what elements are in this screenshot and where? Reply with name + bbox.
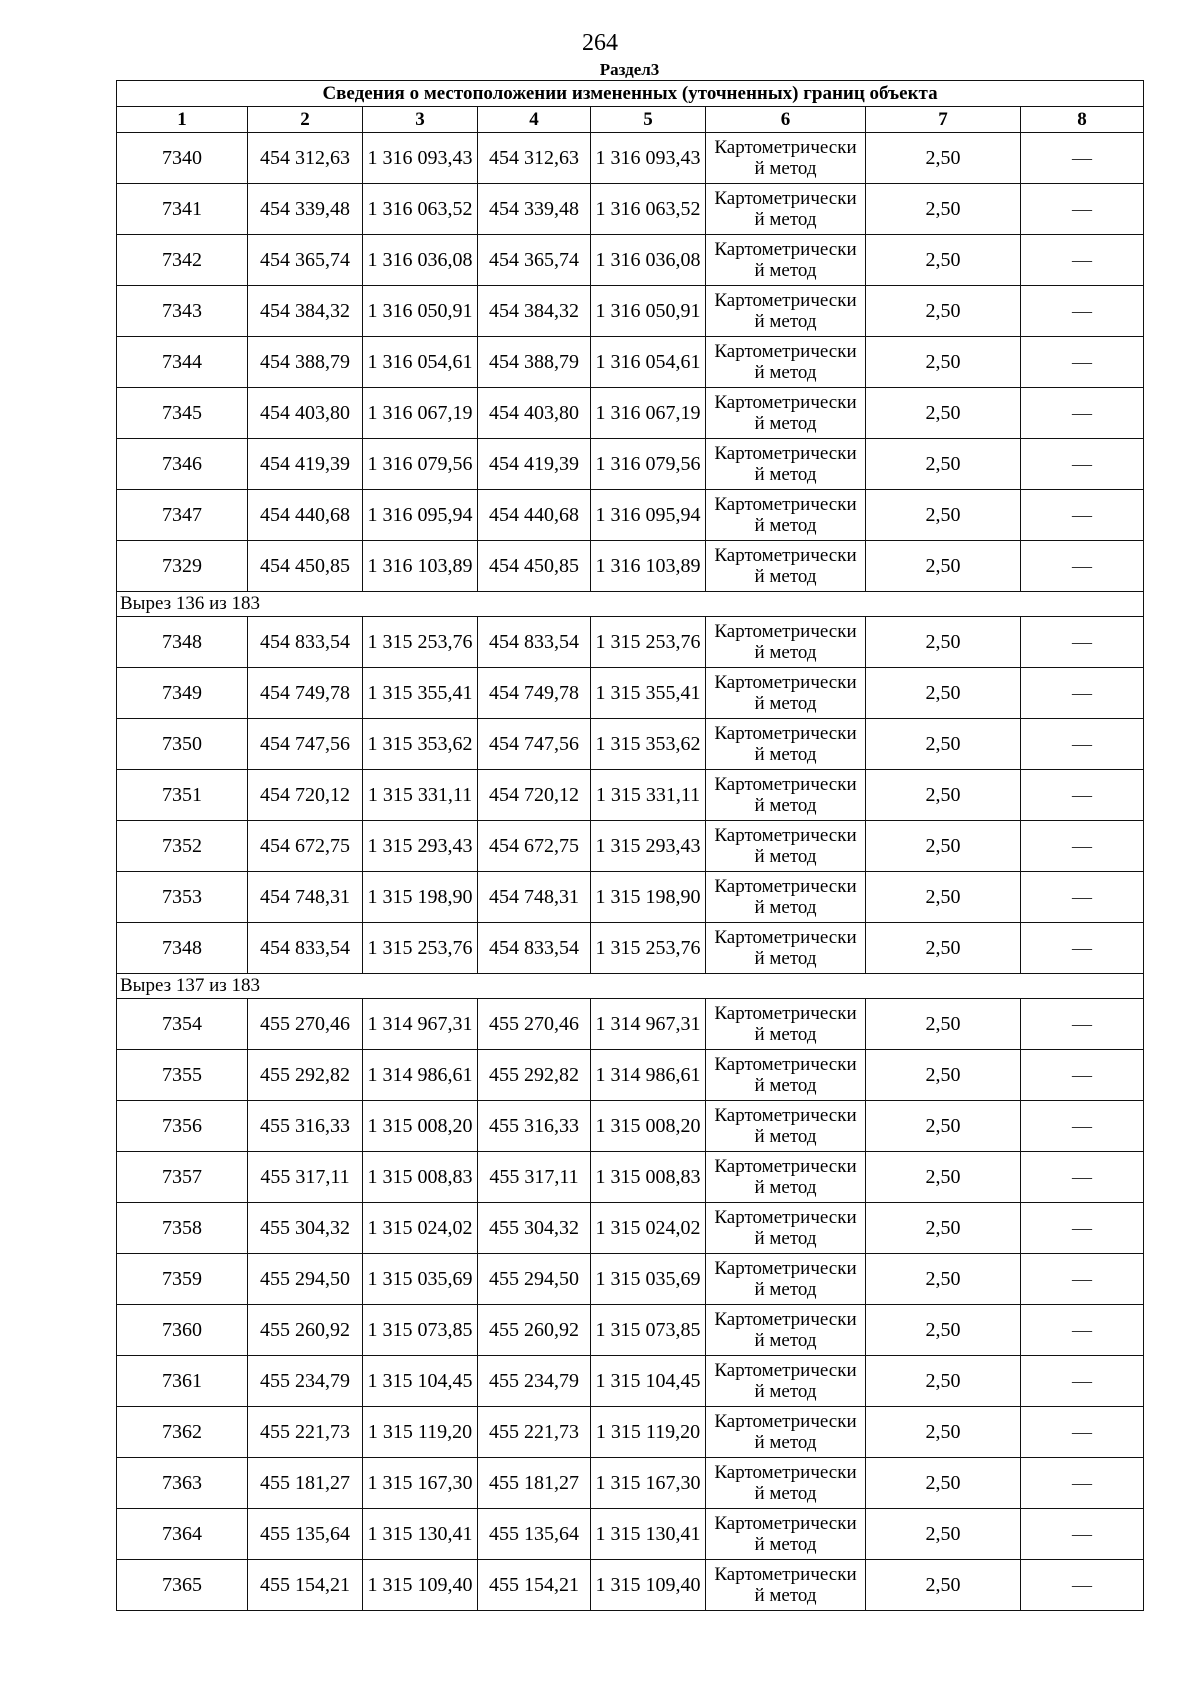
precision-cell: 2,50 <box>866 133 1021 184</box>
x-new-cell: 455 154,21 <box>478 1560 591 1611</box>
x-new-cell: 454 339,48 <box>478 184 591 235</box>
table-row <box>117 286 1144 337</box>
y-existing-cell: 1 315 253,76 <box>363 923 478 974</box>
y-new-cell: 1 315 253,76 <box>591 923 706 974</box>
precision-cell: 2,50 <box>866 668 1021 719</box>
point-id-cell: 7348 <box>117 923 248 974</box>
column-number: 7 <box>866 107 1021 133</box>
x-existing-cell: 455 260,92 <box>248 1305 363 1356</box>
description-cell: — <box>1021 1050 1144 1101</box>
method-cell: Картометрически й метод <box>706 184 866 235</box>
precision-cell: 2,50 <box>866 337 1021 388</box>
x-existing-cell: 455 292,82 <box>248 1050 363 1101</box>
description-cell: — <box>1021 235 1144 286</box>
y-new-cell: 1 315 253,76 <box>591 617 706 668</box>
point-id-cell: 7353 <box>117 872 248 923</box>
y-existing-cell: 1 315 198,90 <box>363 872 478 923</box>
method-cell: Картометрически й метод <box>706 719 866 770</box>
description-cell: — <box>1021 541 1144 592</box>
table-row <box>117 133 1144 184</box>
method-cell: Картометрически й метод <box>706 872 866 923</box>
y-existing-cell: 1 315 024,02 <box>363 1203 478 1254</box>
x-existing-cell: 455 154,21 <box>248 1560 363 1611</box>
y-existing-cell: 1 316 079,56 <box>363 439 478 490</box>
y-existing-cell: 1 315 119,20 <box>363 1407 478 1458</box>
precision-cell: 2,50 <box>866 1203 1021 1254</box>
y-existing-cell: 1 315 008,20 <box>363 1101 478 1152</box>
method-cell: Картометрически й метод <box>706 617 866 668</box>
point-id-cell: 7341 <box>117 184 248 235</box>
y-existing-cell: 1 314 967,31 <box>363 999 478 1050</box>
x-existing-cell: 454 339,48 <box>248 184 363 235</box>
method-cell: Картометрически й метод <box>706 668 866 719</box>
method-cell: Картометрически й метод <box>706 770 866 821</box>
description-cell: — <box>1021 923 1144 974</box>
y-existing-cell: 1 315 130,41 <box>363 1509 478 1560</box>
y-new-cell: 1 315 355,41 <box>591 668 706 719</box>
point-id-cell: 7355 <box>117 1050 248 1101</box>
x-new-cell: 454 749,78 <box>478 668 591 719</box>
y-existing-cell: 1 315 008,83 <box>363 1152 478 1203</box>
method-cell: Картометрически й метод <box>706 388 866 439</box>
method-cell: Картометрически й метод <box>706 490 866 541</box>
section-label: Вырез 137 из 183 <box>117 974 1144 999</box>
x-existing-cell: 454 720,12 <box>248 770 363 821</box>
x-new-cell: 454 748,31 <box>478 872 591 923</box>
x-new-cell: 454 440,68 <box>478 490 591 541</box>
precision-cell: 2,50 <box>866 388 1021 439</box>
point-id-cell: 7358 <box>117 1203 248 1254</box>
method-cell: Картометрически й метод <box>706 1101 866 1152</box>
description-cell: — <box>1021 617 1144 668</box>
y-new-cell: 1 315 035,69 <box>591 1254 706 1305</box>
point-id-cell: 7360 <box>117 1305 248 1356</box>
point-id-cell: 7345 <box>117 388 248 439</box>
table-row <box>117 1152 1144 1203</box>
method-cell: Картометрически й метод <box>706 1560 866 1611</box>
description-cell: — <box>1021 133 1144 184</box>
x-existing-cell: 454 384,32 <box>248 286 363 337</box>
precision-cell: 2,50 <box>866 719 1021 770</box>
y-new-cell: 1 315 331,11 <box>591 770 706 821</box>
x-new-cell: 454 312,63 <box>478 133 591 184</box>
y-new-cell: 1 315 073,85 <box>591 1305 706 1356</box>
x-existing-cell: 455 304,32 <box>248 1203 363 1254</box>
x-new-cell: 455 221,73 <box>478 1407 591 1458</box>
x-new-cell: 454 747,56 <box>478 719 591 770</box>
y-new-cell: 1 315 198,90 <box>591 872 706 923</box>
method-cell: Картометрически й метод <box>706 235 866 286</box>
x-new-cell: 455 234,79 <box>478 1356 591 1407</box>
x-new-cell: 455 316,33 <box>478 1101 591 1152</box>
y-existing-cell: 1 315 253,76 <box>363 617 478 668</box>
precision-cell: 2,50 <box>866 1305 1021 1356</box>
precision-cell: 2,50 <box>866 999 1021 1050</box>
y-existing-cell: 1 315 355,41 <box>363 668 478 719</box>
point-id-cell: 7364 <box>117 1509 248 1560</box>
y-existing-cell: 1 315 331,11 <box>363 770 478 821</box>
x-existing-cell: 455 317,11 <box>248 1152 363 1203</box>
point-id-cell: 7347 <box>117 490 248 541</box>
x-new-cell: 455 304,32 <box>478 1203 591 1254</box>
x-new-cell: 455 135,64 <box>478 1509 591 1560</box>
x-existing-cell: 454 833,54 <box>248 923 363 974</box>
x-new-cell: 454 672,75 <box>478 821 591 872</box>
method-cell: Картометрически й метод <box>706 821 866 872</box>
x-new-cell: 455 260,92 <box>478 1305 591 1356</box>
method-cell: Картометрически й метод <box>706 1152 866 1203</box>
description-cell: — <box>1021 770 1144 821</box>
x-new-cell: 455 292,82 <box>478 1050 591 1101</box>
column-number: 6 <box>706 107 866 133</box>
x-new-cell: 454 720,12 <box>478 770 591 821</box>
y-new-cell: 1 316 063,52 <box>591 184 706 235</box>
y-existing-cell: 1 315 353,62 <box>363 719 478 770</box>
method-cell: Картометрически й метод <box>706 923 866 974</box>
y-existing-cell: 1 316 050,91 <box>363 286 478 337</box>
precision-cell: 2,50 <box>866 1101 1021 1152</box>
point-id-cell: 7348 <box>117 617 248 668</box>
y-existing-cell: 1 315 035,69 <box>363 1254 478 1305</box>
x-new-cell: 454 388,79 <box>478 337 591 388</box>
table-row <box>117 668 1144 719</box>
y-new-cell: 1 316 103,89 <box>591 541 706 592</box>
point-id-cell: 7342 <box>117 235 248 286</box>
x-new-cell: 455 317,11 <box>478 1152 591 1203</box>
precision-cell: 2,50 <box>866 1356 1021 1407</box>
x-existing-cell: 455 234,79 <box>248 1356 363 1407</box>
x-existing-cell: 454 749,78 <box>248 668 363 719</box>
x-existing-cell: 454 450,85 <box>248 541 363 592</box>
y-new-cell: 1 314 986,61 <box>591 1050 706 1101</box>
x-existing-cell: 454 747,56 <box>248 719 363 770</box>
x-new-cell: 454 833,54 <box>478 617 591 668</box>
point-id-cell: 7365 <box>117 1560 248 1611</box>
y-new-cell: 1 315 130,41 <box>591 1509 706 1560</box>
x-new-cell: 454 384,32 <box>478 286 591 337</box>
point-id-cell: 7346 <box>117 439 248 490</box>
description-cell: — <box>1021 1101 1144 1152</box>
point-id-cell: 7344 <box>117 337 248 388</box>
y-existing-cell: 1 316 067,19 <box>363 388 478 439</box>
page-number: 264 <box>582 30 618 56</box>
table-row <box>117 1560 1144 1611</box>
y-new-cell: 1 315 119,20 <box>591 1407 706 1458</box>
column-number: 2 <box>248 107 363 133</box>
column-number: 5 <box>591 107 706 133</box>
description-cell: — <box>1021 1203 1144 1254</box>
column-number: 4 <box>478 107 591 133</box>
method-cell: Картометрически й метод <box>706 1509 866 1560</box>
x-existing-cell: 455 294,50 <box>248 1254 363 1305</box>
description-cell: — <box>1021 1560 1144 1611</box>
table-title: Сведения о местоположении измененных (уточненных) границ объекта <box>117 81 1144 107</box>
table-row <box>117 490 1144 541</box>
y-new-cell: 1 316 067,19 <box>591 388 706 439</box>
y-new-cell: 1 315 024,02 <box>591 1203 706 1254</box>
y-existing-cell: 1 316 063,52 <box>363 184 478 235</box>
y-new-cell: 1 315 104,45 <box>591 1356 706 1407</box>
x-existing-cell: 454 833,54 <box>248 617 363 668</box>
table-row <box>117 541 1144 592</box>
description-cell: — <box>1021 1305 1144 1356</box>
precision-cell: 2,50 <box>866 439 1021 490</box>
column-number: 3 <box>363 107 478 133</box>
description-cell: — <box>1021 1152 1144 1203</box>
precision-cell: 2,50 <box>866 821 1021 872</box>
table-row <box>117 1305 1144 1356</box>
point-id-cell: 7356 <box>117 1101 248 1152</box>
description-cell: — <box>1021 286 1144 337</box>
y-existing-cell: 1 314 986,61 <box>363 1050 478 1101</box>
x-new-cell: 454 365,74 <box>478 235 591 286</box>
description-cell: — <box>1021 490 1144 541</box>
point-id-cell: 7354 <box>117 999 248 1050</box>
precision-cell: 2,50 <box>866 541 1021 592</box>
point-id-cell: 7340 <box>117 133 248 184</box>
y-existing-cell: 1 315 104,45 <box>363 1356 478 1407</box>
x-existing-cell: 454 440,68 <box>248 490 363 541</box>
y-new-cell: 1 315 167,30 <box>591 1458 706 1509</box>
table-row <box>117 1101 1144 1152</box>
table-row <box>117 770 1144 821</box>
y-existing-cell: 1 315 167,30 <box>363 1458 478 1509</box>
description-cell: — <box>1021 999 1144 1050</box>
x-existing-cell: 454 419,39 <box>248 439 363 490</box>
column-number: 8 <box>1021 107 1144 133</box>
description-cell: — <box>1021 1254 1144 1305</box>
y-new-cell: 1 315 008,20 <box>591 1101 706 1152</box>
table-row <box>117 439 1144 490</box>
table-title-row <box>117 81 1144 107</box>
description-cell: — <box>1021 719 1144 770</box>
table-row <box>117 821 1144 872</box>
y-existing-cell: 1 316 036,08 <box>363 235 478 286</box>
table-row <box>117 617 1144 668</box>
method-cell: Картометрически й метод <box>706 1356 866 1407</box>
x-new-cell: 454 419,39 <box>478 439 591 490</box>
table-row <box>117 923 1144 974</box>
coordinates-table <box>116 80 1144 1611</box>
section-label: Вырез 136 из 183 <box>117 592 1144 617</box>
y-new-cell: 1 316 093,43 <box>591 133 706 184</box>
description-cell: — <box>1021 821 1144 872</box>
description-cell: — <box>1021 1458 1144 1509</box>
method-cell: Картометрически й метод <box>706 439 866 490</box>
method-cell: Картометрически й метод <box>706 999 866 1050</box>
method-cell: Картометрически й метод <box>706 337 866 388</box>
y-new-cell: 1 316 054,61 <box>591 337 706 388</box>
table-row <box>117 719 1144 770</box>
x-new-cell: 455 294,50 <box>478 1254 591 1305</box>
x-existing-cell: 454 672,75 <box>248 821 363 872</box>
description-cell: — <box>1021 1356 1144 1407</box>
y-existing-cell: 1 316 054,61 <box>363 337 478 388</box>
description-cell: — <box>1021 337 1144 388</box>
x-existing-cell: 454 748,31 <box>248 872 363 923</box>
x-existing-cell: 454 403,80 <box>248 388 363 439</box>
y-existing-cell: 1 316 103,89 <box>363 541 478 592</box>
table-row <box>117 999 1144 1050</box>
x-existing-cell: 455 270,46 <box>248 999 363 1050</box>
x-new-cell: 454 833,54 <box>478 923 591 974</box>
x-new-cell: 454 403,80 <box>478 388 591 439</box>
method-cell: Картометрически й метод <box>706 133 866 184</box>
table-row <box>117 337 1144 388</box>
y-new-cell: 1 315 109,40 <box>591 1560 706 1611</box>
point-id-cell: 7361 <box>117 1356 248 1407</box>
description-cell: — <box>1021 1509 1144 1560</box>
table-row <box>117 872 1144 923</box>
section-row <box>117 974 1144 999</box>
y-new-cell: 1 315 293,43 <box>591 821 706 872</box>
point-id-cell: 7343 <box>117 286 248 337</box>
x-new-cell: 455 270,46 <box>478 999 591 1050</box>
description-cell: — <box>1021 388 1144 439</box>
description-cell: — <box>1021 439 1144 490</box>
point-id-cell: 7359 <box>117 1254 248 1305</box>
x-existing-cell: 454 312,63 <box>248 133 363 184</box>
x-existing-cell: 454 388,79 <box>248 337 363 388</box>
precision-cell: 2,50 <box>866 872 1021 923</box>
y-new-cell: 1 316 036,08 <box>591 235 706 286</box>
point-id-cell: 7357 <box>117 1152 248 1203</box>
point-id-cell: 7362 <box>117 1407 248 1458</box>
point-id-cell: 7349 <box>117 668 248 719</box>
table-row <box>117 235 1144 286</box>
x-existing-cell: 455 135,64 <box>248 1509 363 1560</box>
x-existing-cell: 454 365,74 <box>248 235 363 286</box>
precision-cell: 2,50 <box>866 617 1021 668</box>
method-cell: Картометрически й метод <box>706 1458 866 1509</box>
y-existing-cell: 1 315 109,40 <box>363 1560 478 1611</box>
precision-cell: 2,50 <box>866 286 1021 337</box>
y-new-cell: 1 316 095,94 <box>591 490 706 541</box>
method-cell: Картометрически й метод <box>706 1050 866 1101</box>
y-new-cell: 1 315 353,62 <box>591 719 706 770</box>
point-id-cell: 7363 <box>117 1458 248 1509</box>
precision-cell: 2,50 <box>866 490 1021 541</box>
y-existing-cell: 1 315 073,85 <box>363 1305 478 1356</box>
table-row <box>117 1050 1144 1101</box>
precision-cell: 2,50 <box>866 923 1021 974</box>
description-cell: — <box>1021 872 1144 923</box>
column-number-row <box>117 107 1144 133</box>
section-heading: Раздел3 <box>599 60 660 79</box>
precision-cell: 2,50 <box>866 1560 1021 1611</box>
precision-cell: 2,50 <box>866 184 1021 235</box>
x-existing-cell: 455 181,27 <box>248 1458 363 1509</box>
table-row <box>117 1407 1144 1458</box>
y-existing-cell: 1 316 093,43 <box>363 133 478 184</box>
method-cell: Картометрически й метод <box>706 1407 866 1458</box>
x-new-cell: 455 181,27 <box>478 1458 591 1509</box>
precision-cell: 2,50 <box>866 1254 1021 1305</box>
table-row <box>117 1458 1144 1509</box>
y-new-cell: 1 314 967,31 <box>591 999 706 1050</box>
description-cell: — <box>1021 668 1144 719</box>
precision-cell: 2,50 <box>866 770 1021 821</box>
table-row <box>117 1509 1144 1560</box>
y-existing-cell: 1 315 293,43 <box>363 821 478 872</box>
point-id-cell: 7350 <box>117 719 248 770</box>
section-row <box>117 592 1144 617</box>
precision-cell: 2,50 <box>866 1509 1021 1560</box>
method-cell: Картометрически й метод <box>706 1305 866 1356</box>
x-new-cell: 454 450,85 <box>478 541 591 592</box>
method-cell: Картометрически й метод <box>706 1203 866 1254</box>
method-cell: Картометрически й метод <box>706 541 866 592</box>
precision-cell: 2,50 <box>866 235 1021 286</box>
method-cell: Картометрически й метод <box>706 1254 866 1305</box>
y-existing-cell: 1 316 095,94 <box>363 490 478 541</box>
x-existing-cell: 455 316,33 <box>248 1101 363 1152</box>
point-id-cell: 7351 <box>117 770 248 821</box>
y-new-cell: 1 316 079,56 <box>591 439 706 490</box>
table-row <box>117 1254 1144 1305</box>
point-id-cell: 7329 <box>117 541 248 592</box>
description-cell: — <box>1021 1407 1144 1458</box>
column-number: 1 <box>117 107 248 133</box>
table-row <box>117 184 1144 235</box>
table-row <box>117 1356 1144 1407</box>
precision-cell: 2,50 <box>866 1152 1021 1203</box>
description-cell: — <box>1021 184 1144 235</box>
y-new-cell: 1 316 050,91 <box>591 286 706 337</box>
precision-cell: 2,50 <box>866 1407 1021 1458</box>
precision-cell: 2,50 <box>866 1050 1021 1101</box>
precision-cell: 2,50 <box>866 1458 1021 1509</box>
table-row <box>117 388 1144 439</box>
point-id-cell: 7352 <box>117 821 248 872</box>
table-row <box>117 1203 1144 1254</box>
x-existing-cell: 455 221,73 <box>248 1407 363 1458</box>
method-cell: Картометрически й метод <box>706 286 866 337</box>
table-body <box>117 133 1144 1611</box>
y-new-cell: 1 315 008,83 <box>591 1152 706 1203</box>
